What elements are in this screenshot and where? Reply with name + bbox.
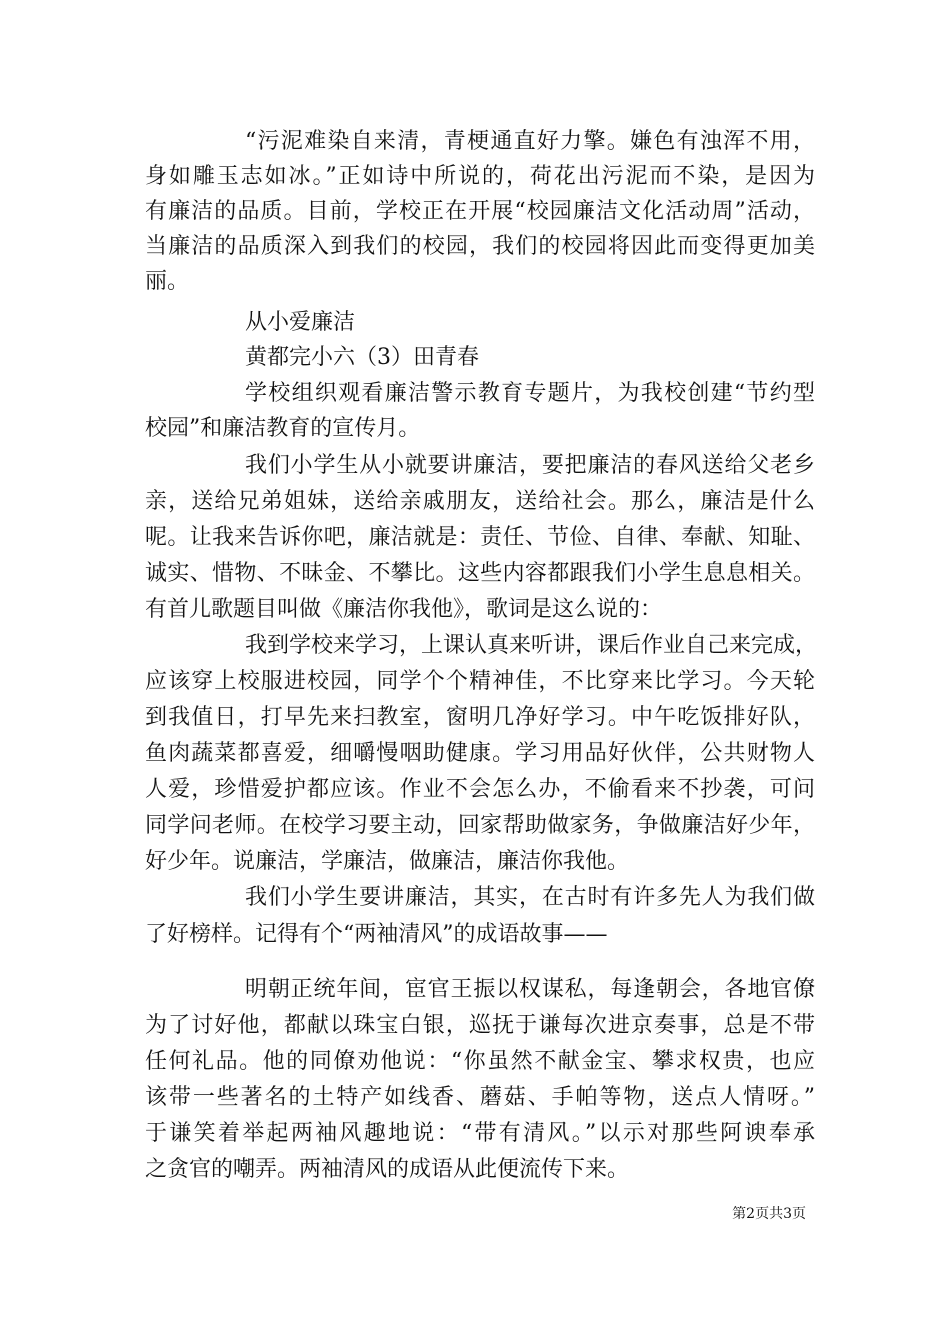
text-line: 于谦笑着举起两袖风趣地说：“带有清风。”以示对那些阿谀奉承 (145, 1121, 815, 1146)
text-line: 身如雕玉志如冰。”正如诗中所说的，荷花出污泥而不染，是因为 (145, 164, 815, 189)
text-line: 呢。让我来告诉你吧，廉洁就是：责任、节俭、自律、奉献、知耻、 (145, 525, 815, 550)
text-line: 丽。 (145, 269, 190, 294)
text-line: 我们小学生要讲廉洁，其实，在古时有许多先人为我们做 (245, 885, 815, 910)
text-line: 当廉洁的品质深入到我们的校园，我们的校园将因此而变得更加美 (145, 234, 815, 259)
text-line: 我到学校来学习，上课认真来听讲，课后作业自己来完成， (245, 633, 818, 658)
text-line: 黄都完小六（3）田青春 (245, 345, 479, 370)
text-line: 从小爱廉洁 (245, 310, 356, 335)
text-line: 亲，送给兄弟姐妹，送给亲戚朋友，送给社会。那么，廉洁是什么 (145, 489, 815, 514)
text-line: “污泥难染自来清，青梗通直好力擎。嫌色有浊浑不用， (245, 129, 815, 154)
text-line: 之贪官的嘲弄。两袖清风的成语从此便流传下来。 (145, 1157, 630, 1182)
text-line: 有首儿歌题目叫做《廉洁你我他》，歌词是这么说的： (145, 597, 663, 622)
text-line: 校园”和廉洁教育的宣传月。 (145, 416, 421, 441)
page-number-footer: 第2页共3页 (732, 1206, 806, 1222)
text-line: 到我值日，打早先来扫教室，窗明几净好学习。中午吃饭排好队， (145, 705, 815, 730)
text-line: 学校组织观看廉洁警示教育专题片，为我校创建“节约型 (245, 381, 815, 406)
text-line: 该带一些著名的土特产如线香、蘑菇、手帕等物，送点人情呀。” (145, 1085, 815, 1110)
text-line: 为了讨好他，都献以珠宝白银，巡抚于谦每次进京奏事，总是不带 (145, 1013, 815, 1038)
text-line: 应该穿上校服进校园，同学个个精神佳，不比穿来比学习。今天轮 (145, 669, 815, 694)
text-line: 有廉洁的品质。目前，学校正在开展“校园廉洁文化活动周”活动， (145, 199, 815, 224)
text-line: 我们小学生从小就要讲廉洁，要把廉洁的春风送给父老乡 (245, 453, 815, 478)
text-line: 了好榜样。记得有个“两袖清风”的成语故事—— (145, 922, 608, 947)
text-line: 人爱，珍惜爱护都应该。作业不会怎么办，不偷看来不抄袭，可问 (145, 777, 815, 802)
text-line: 任何礼品。他的同僚劝他说：“你虽然不献金宝、攀求权贵，也应 (145, 1049, 815, 1074)
text-line: 同学问老师。在校学习要主动，回家帮助做家务，争做廉洁好少年， (145, 813, 815, 838)
text-line: 诚实、惜物、不昧金、不攀比。这些内容都跟我们小学生息息相关。 (145, 561, 815, 586)
text-line: 鱼肉蔬菜都喜爱，细嚼慢咽助健康。学习用品好伙伴，公共财物人 (145, 741, 815, 766)
text-line: 好少年。说廉洁，学廉洁，做廉洁，廉洁你我他。 (145, 849, 630, 874)
text-line: 明朝正统年间，宦官王振以权谋私，每逢朝会，各地官僚 (245, 977, 815, 1002)
